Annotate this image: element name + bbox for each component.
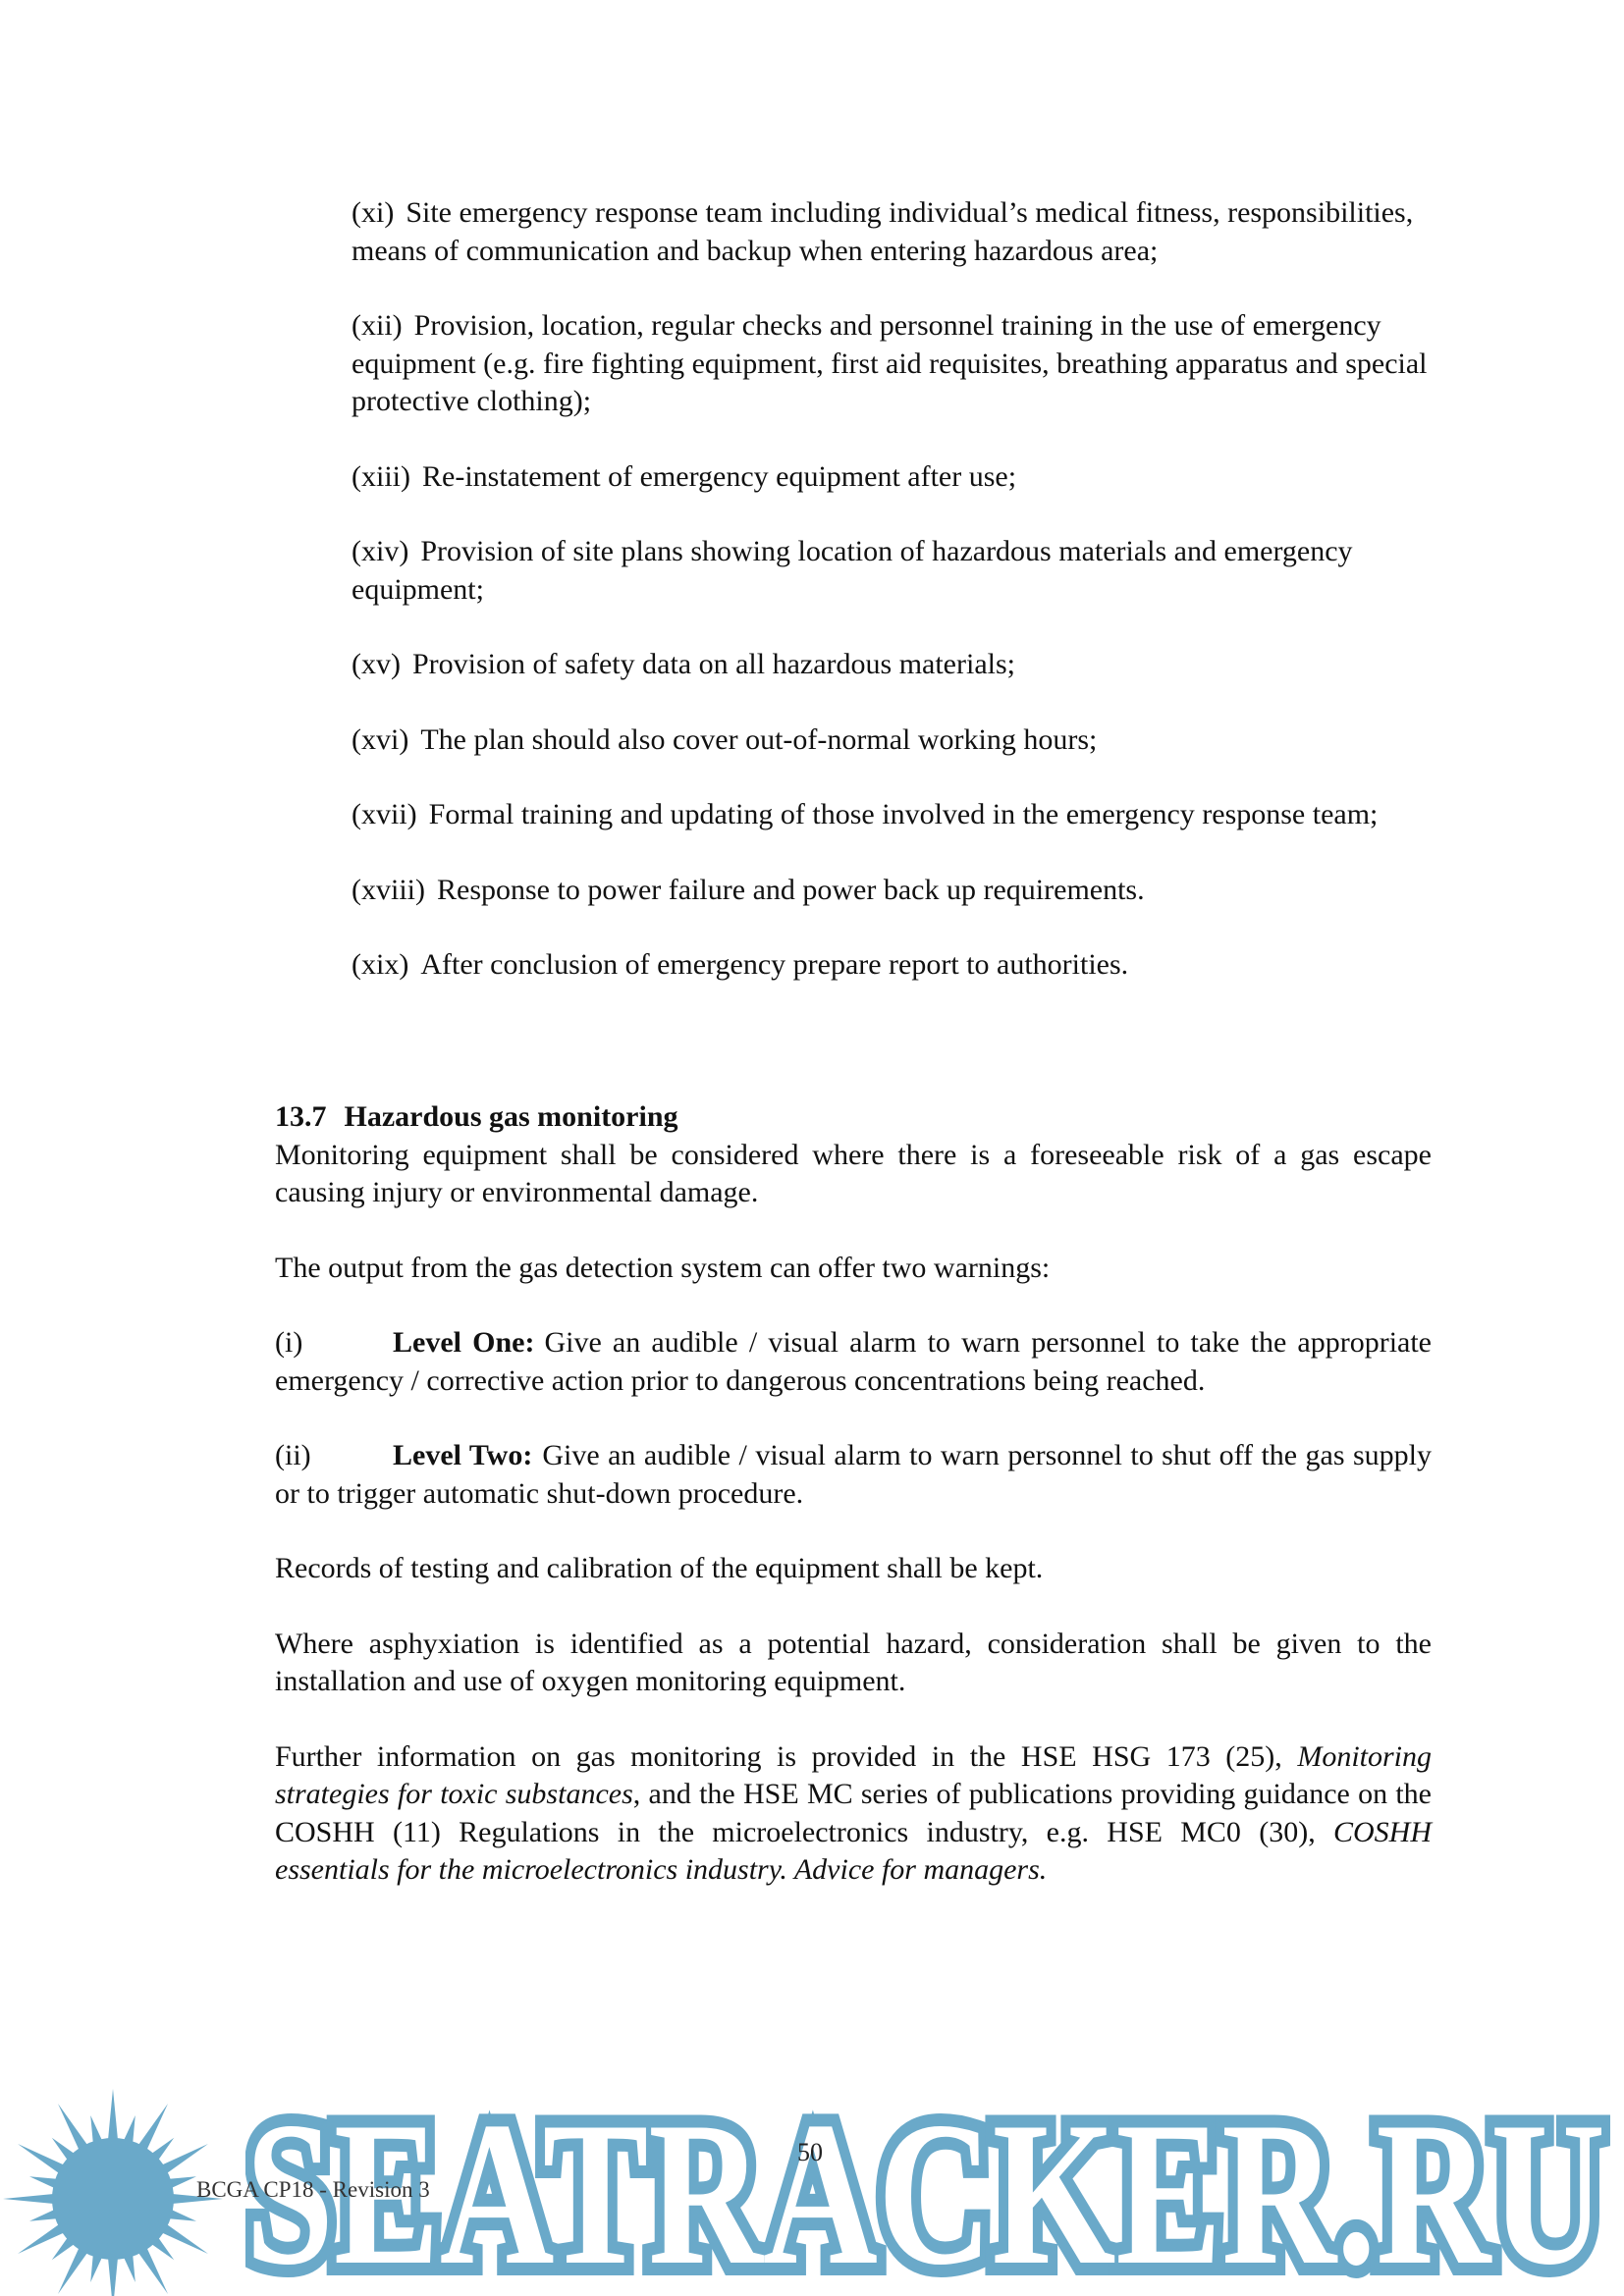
list-item-number: (xii) <box>352 309 403 342</box>
emergency-plan-list <box>352 194 1432 1022</box>
sun-ray <box>3 2194 56 2204</box>
list-item <box>352 721 1432 760</box>
level-number: (i) <box>275 1326 303 1359</box>
section-title: Hazardous gas monitoring <box>344 1100 678 1133</box>
level-label: Level Two: <box>393 1439 533 1471</box>
list-item-number: (xix) <box>352 948 409 981</box>
sun-ray <box>58 2245 89 2294</box>
list-item <box>352 307 1432 421</box>
level-label: Level One: <box>393 1326 535 1359</box>
list-item <box>352 946 1432 985</box>
list-item-number: (xvi) <box>352 722 409 756</box>
list-item <box>352 194 1432 270</box>
records-paragraph: Records of testing and calibration of the equipment shall be kept. <box>275 1552 1044 1584</box>
list-item <box>352 796 1432 834</box>
sun-ray <box>108 2089 118 2142</box>
list-item-number: (xv) <box>352 648 401 680</box>
level-text: Give an audible / visual alarm to warn personnel to take the appropriate emergency / corrective action prior to dangerous concentrations being reached. <box>275 1326 1433 1397</box>
section-intro: Monitoring equipment shall be considered where there is a foreseeable risk of a gas escape causing injury or environmental damage. <box>275 1138 1432 1208</box>
list-item-text: Re-instatement of emergency equipment after use; <box>422 459 1017 493</box>
further-info-text: Further information on gas monitoring is provided in the HSE HSG 173 (25), <box>275 1739 1282 1773</box>
list-item <box>352 458 1432 497</box>
list-item-number: (xi) <box>352 196 395 229</box>
watermark-text <box>245 2086 1610 2282</box>
sun-ray <box>159 2144 208 2175</box>
document-reference: BCGA CP18 - Revision 3 <box>196 2177 430 2202</box>
sun-ray <box>58 2104 89 2153</box>
list-item-number: (xvii) <box>352 798 417 830</box>
list-item-text: Site emergency response team including individual’s medical fitness, responsibilities, means of communication and backup when entering hazardous area; <box>352 196 1414 267</box>
list-item <box>352 533 1432 609</box>
list-item-number: (xviii) <box>352 873 425 906</box>
list-item-text: Provision, location, regular checks and personnel training in the use of emergency equipment (e.g. fire fighting equipment, first aid requisites, breathing apparatus and special protective clothing); <box>352 309 1428 417</box>
list-item-number: (xiv) <box>352 535 409 567</box>
section-heading <box>275 1098 1432 1137</box>
warning-level-two <box>275 1437 1432 1513</box>
sun-ray <box>136 2245 168 2294</box>
list-item-text: Response to power failure and power back up requirements. <box>437 873 1145 906</box>
hsg173-title: Monitoring strategies for toxic substances <box>275 1739 1433 1810</box>
mc0-title: COSHH essentials for the microelectronics industry. Advice for managers. <box>275 1815 1433 1886</box>
section-number: 13.7 <box>275 1100 327 1133</box>
list-item <box>352 646 1432 684</box>
section-13-7 <box>275 1098 1432 1927</box>
sun-ray <box>18 2144 67 2175</box>
sun-ray <box>159 2222 208 2254</box>
list-item-text: The plan should also cover out-of-normal working hours; <box>420 722 1098 756</box>
further-info-text-2: , and the HSE MC series of publications providing guidance on the COSHH (11) Regulations in the microelectronics industry, e.g. HSE MC0 (30), <box>275 1778 1432 1848</box>
list-item-text: Provision of safety data on all hazardous materials; <box>411 648 1015 680</box>
warnings-lead: The output from the gas detection system can offer two warnings: <box>275 1251 1051 1284</box>
further-info-paragraph <box>275 1738 1432 1890</box>
sun-ray <box>136 2104 168 2153</box>
watermark-label: SEATRACKER.RU <box>245 2086 1605 2282</box>
level-text: Give an audible / visual alarm to warn personnel to shut off the gas supply or to trigger automatic shut-down procedure. <box>275 1439 1432 1510</box>
warning-level-one <box>275 1324 1432 1400</box>
sun-ray <box>108 2256 118 2296</box>
sun-ray <box>18 2222 67 2254</box>
list-item-text: Formal training and updating of those involved in the emergency response team; <box>428 798 1379 830</box>
list-item-text: Provision of site plans showing location of hazardous materials and emergency equipment; <box>352 535 1353 606</box>
level-number: (ii) <box>275 1439 311 1471</box>
page-number: 50 <box>797 2138 823 2166</box>
list-item <box>352 872 1432 910</box>
asphyxiation-paragraph: Where asphyxiation is identified as a potential hazard, consideration shall be given to the installation and use of oxygen monitoring equipment. <box>275 1627 1432 1697</box>
list-item-text: After conclusion of emergency prepare report to authorities. <box>420 948 1129 981</box>
list-item-number: (xiii) <box>352 459 410 493</box>
